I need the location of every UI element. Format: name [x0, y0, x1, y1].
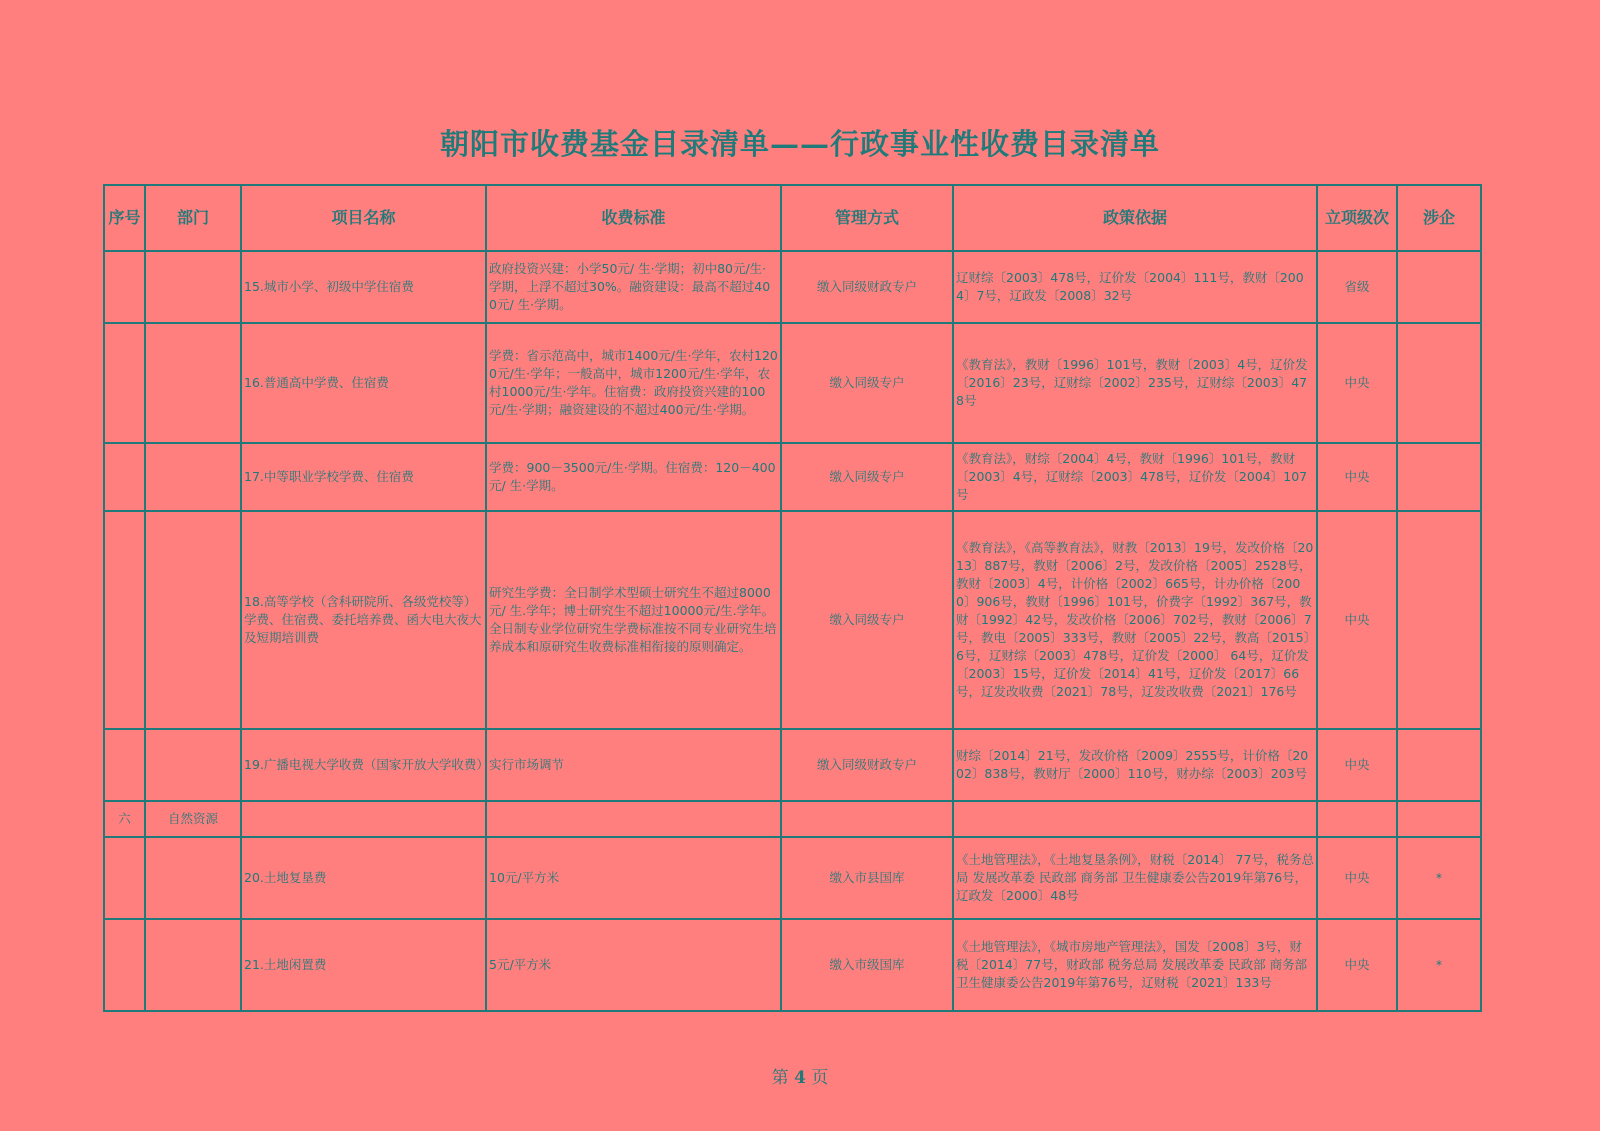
cell-enterprise: *	[1397, 919, 1481, 1011]
page-prefix: 第	[771, 1068, 789, 1088]
cell-policy: 《教育法》，财综〔2004〕4号，教财〔1996〕101号，教财〔2003〕4号，辽财综〔2003〕478号，辽价发〔2004〕107号	[953, 443, 1317, 511]
cell-policy: 财综〔2014〕21号，发改价格〔2009〕2555号，计价格〔2002〕838号，教财厅〔2000〕110号，财办综〔2003〕203号	[953, 729, 1317, 801]
table-row	[104, 511, 1481, 729]
cell-level: 省级	[1317, 251, 1397, 323]
cell-standard: 5元/平方米	[486, 919, 781, 1011]
cell-level: 中央	[1317, 323, 1397, 443]
cell-enterprise: *	[1397, 837, 1481, 919]
cell-management: 缴入同级专户	[781, 323, 953, 443]
cell-item: 16.普通高中学费、住宿费	[241, 323, 486, 443]
cell-item: 17.中等职业学校学费、住宿费	[241, 443, 486, 511]
cell-level: 中央	[1317, 511, 1397, 729]
cell-enterprise	[1397, 323, 1481, 443]
cell-seq: 六	[104, 801, 145, 837]
header-standard: 收费标准	[486, 185, 781, 251]
cell-policy: 《教育法》，教财〔1996〕101号，教财〔2003〕4号，辽价发〔2016〕23号，辽财综〔2002〕235号，辽财综〔2003〕478号	[953, 323, 1317, 443]
header-item: 项目名称	[241, 185, 486, 251]
cell-standard: 政府投资兴建：小学50元/ 生·学期；初中80元/生· 学期，上浮不超过30%。融资建设：最高不超过400元/ 生·学期。	[486, 251, 781, 323]
cell-seq	[104, 919, 145, 1011]
cell-standard: 学费：900－3500元/生·学期。住宿费：120－400元/ 生·学期。	[486, 443, 781, 511]
header-enterprise: 涉企	[1397, 185, 1481, 251]
cell-seq	[104, 443, 145, 511]
cell-policy: 辽财综〔2003〕478号，辽价发〔2004〕111号，教财〔2004〕7号，辽政发〔2008〕32号	[953, 251, 1317, 323]
cell-level	[1317, 801, 1397, 837]
cell-item	[241, 801, 486, 837]
cell-policy: 《教育法》，《高等教育法》，财教〔2013〕19号，发改价格〔2013〕887号，教财〔2006〕2号，发改价格〔2005〕2528号，教财〔2003〕4号，计价格〔2002〕665号，计办价格〔2000〕906号，教财〔1996〕101号，价费字〔1992〕367号，教财〔1992〕42号，发改价格〔2006〕702号，教财〔2006〕7号，教电〔2005〕333号，教财〔2005〕22号，教高〔2015〕6号，辽财综〔2003〕478号，辽价发〔2000〕 64号，辽价发〔2003〕15号，辽价发〔2014〕41号，辽价发〔2017〕66号，辽发改收费〔2021〕78号，辽发改收费〔2021〕176号	[953, 511, 1317, 729]
header-seq: 序号	[104, 185, 145, 251]
cell-level: 中央	[1317, 729, 1397, 801]
section-row	[104, 801, 1481, 837]
cell-standard	[486, 801, 781, 837]
cell-enterprise	[1397, 729, 1481, 801]
page-number	[0, 1063, 1600, 1088]
fee-table	[103, 184, 1482, 1012]
cell-enterprise	[1397, 251, 1481, 323]
cell-dept	[145, 729, 241, 801]
cell-management: 缴入同级专户	[781, 511, 953, 729]
cell-dept	[145, 837, 241, 919]
table-row	[104, 443, 1481, 511]
header-management: 管理方式	[781, 185, 953, 251]
cell-policy: 《土地管理法》，《土地复垦条例》，财税〔2014〕 77号，税务总局 发展改革委 民政部 商务部 卫生健康委公告2019年第76号，辽政发〔2000〕48号	[953, 837, 1317, 919]
cell-enterprise	[1397, 511, 1481, 729]
table-row	[104, 251, 1481, 323]
cell-enterprise	[1397, 801, 1481, 837]
cell-standard: 研究生学费：全日制学术型硕士研究生不超过8000元/ 生.学年；博士研究生不超过10000元/生.学年。全日制专业学位研究生学费标准按不同专业研究生培养成本和原研究生收费标准相衔接的原则确定。	[486, 511, 781, 729]
cell-standard: 实行市场调节	[486, 729, 781, 801]
cell-standard: 10元/平方米	[486, 837, 781, 919]
cell-dept	[145, 443, 241, 511]
cell-seq	[104, 251, 145, 323]
cell-management: 缴入市县国库	[781, 837, 953, 919]
header-policy: 政策依据	[953, 185, 1317, 251]
cell-level: 中央	[1317, 443, 1397, 511]
cell-management: 缴入同级专户	[781, 443, 953, 511]
cell-policy: 《土地管理法》，《城市房地产管理法》，国发〔2008〕3号，财税〔2014〕77号，财政部 税务总局 发展改革委 民政部 商务部 卫生健康委公告2019年第76号，辽财税〔2021〕133号	[953, 919, 1317, 1011]
page-suffix: 页	[811, 1068, 829, 1088]
header-level: 立项级次	[1317, 185, 1397, 251]
cell-item: 18.高等学校（含科研院所、各级党校等）学费、住宿费、委托培养费、函大电大夜大及短期培训费	[241, 511, 486, 729]
table-row	[104, 919, 1481, 1011]
page-number-value: 4	[794, 1068, 806, 1088]
header-dept: 部门	[145, 185, 241, 251]
table-header-row	[104, 185, 1481, 251]
cell-dept	[145, 323, 241, 443]
cell-item: 15.城市小学、初级中学住宿费	[241, 251, 486, 323]
table-row	[104, 729, 1481, 801]
cell-seq	[104, 323, 145, 443]
cell-dept: 自然资源	[145, 801, 241, 837]
cell-seq	[104, 511, 145, 729]
cell-management: 缴入同级财政专户	[781, 729, 953, 801]
cell-enterprise	[1397, 443, 1481, 511]
cell-item: 21.土地闲置费	[241, 919, 486, 1011]
cell-standard: 学费：省示范高中，城市1400元/生·学年，农村1200元/生·学年；一般高中，城市1200元/生·学年，农村1000元/生·学年。住宿费：政府投资兴建的100元/生·学期；融资建设的不超过400元/生·学期。	[486, 323, 781, 443]
page-title: 朝阳市收费基金目录清单——行政事业性收费目录清单	[439, 127, 1160, 161]
cell-item: 20.土地复垦费	[241, 837, 486, 919]
cell-management: 缴入市级国库	[781, 919, 953, 1011]
cell-management: 缴入同级财政专户	[781, 251, 953, 323]
table-row	[104, 837, 1481, 919]
cell-management	[781, 801, 953, 837]
cell-seq	[104, 729, 145, 801]
table-row	[104, 323, 1481, 443]
cell-level: 中央	[1317, 837, 1397, 919]
cell-policy	[953, 801, 1317, 837]
cell-dept	[145, 511, 241, 729]
cell-seq	[104, 837, 145, 919]
cell-item: 19.广播电视大学收费（国家开放大学收费）	[241, 729, 486, 801]
cell-dept	[145, 919, 241, 1011]
cell-dept	[145, 251, 241, 323]
cell-level: 中央	[1317, 919, 1397, 1011]
